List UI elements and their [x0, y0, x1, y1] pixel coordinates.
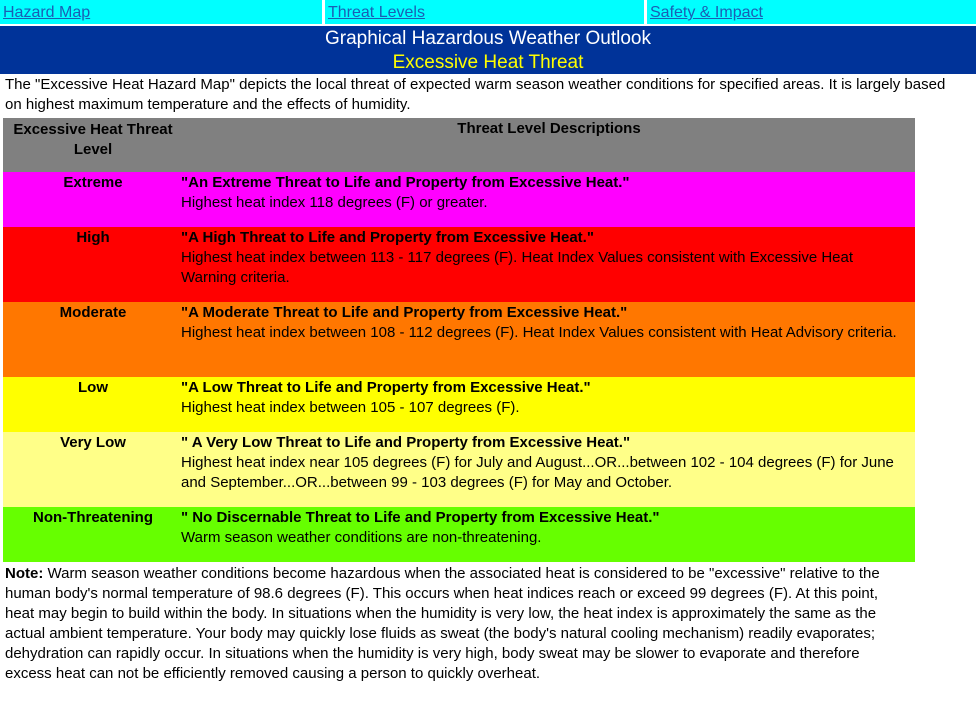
threat-headline: " No Discernable Threat to Life and Property from Excessive Heat.": [181, 509, 660, 526]
threat-level-table: [3, 118, 915, 562]
threat-description-column-header: Threat Level Descriptions: [457, 120, 641, 137]
nav-bar: [0, 0, 976, 24]
threat-levels-link[interactable]: Threat Levels: [328, 4, 425, 21]
threat-description: [181, 227, 911, 288]
threat-row-non-threatening: [3, 507, 915, 562]
page-title: Graphical Hazardous Weather Outlook: [325, 28, 651, 49]
threat-row-extreme: [3, 172, 915, 227]
table-header-row: [3, 118, 915, 172]
threat-level-label: High: [76, 229, 110, 246]
intro-paragraph: The "Excessive Heat Hazard Map" depicts the local threat of expected warm season weather conditions for specified areas. It is largely based on highest maximum temperature and the effects of humidity.: [5, 76, 946, 113]
title-banner: [0, 26, 976, 74]
threat-headline: "A Low Threat to Life and Property from Excessive Heat.": [181, 379, 591, 396]
threat-level-label: Moderate: [59, 304, 127, 321]
note-paragraph: [5, 564, 905, 684]
threat-description: [181, 172, 911, 213]
threat-description: [181, 302, 911, 343]
threat-row-moderate: [3, 302, 915, 377]
hazard-map-link[interactable]: Hazard Map: [3, 4, 91, 21]
threat-detail: Highest heat index between 108 - 112 degrees (F). Heat Index Values consistent with Heat Advisory criteria.: [181, 324, 897, 341]
threat-level-label: Very Low: [60, 434, 126, 451]
nav-cell-safety-impact: [647, 0, 976, 24]
note-label: Note:: [5, 565, 44, 582]
threat-headline: " A Very Low Threat to Life and Property from Excessive Heat.": [181, 434, 631, 451]
threat-level-label: Non-Threatening: [33, 509, 153, 526]
threat-level-label: Extreme: [63, 174, 123, 191]
threat-headline: "An Extreme Threat to Life and Property from Excessive Heat.": [181, 174, 630, 191]
page-subtitle: Excessive Heat Threat: [392, 52, 584, 73]
threat-row-low: [3, 377, 915, 432]
note-text: Warm season weather conditions become hazardous when the associated heat is considered to be "excessive" relative to the human body's normal temperature of 98.6 degrees (F). This occurs when heat indices reach or exceed 99 degrees (F). At this point, heat may begin to build within the body. In situations when the humidity is very low, the heat index is approximately the same as the actual ambient temperature. Your body may quickly lose fluids as sweat (the body's natural cooling mechanism) readily evaporates; dehydration can rapidly occur. In situations when the humidity is very high, body sweat may be slower to evaporate and therefore excess heat can not be efficiently removed causing a person to quickly overheat.: [5, 565, 880, 682]
threat-row-high: [3, 227, 915, 302]
threat-level-label: Low: [78, 379, 108, 396]
threat-detail: Highest heat index between 113 - 117 degrees (F). Heat Index Values consistent with Excessive Heat Warning criteria.: [181, 249, 854, 286]
threat-headline: "A High Threat to Life and Property from Excessive Heat.": [181, 229, 594, 246]
threat-description: [181, 507, 911, 548]
threat-row-very-low: [3, 432, 915, 507]
threat-detail: Warm season weather conditions are non-threatening.: [181, 529, 542, 546]
nav-cell-threat-levels: [325, 0, 644, 24]
safety-impact-link[interactable]: Safety & Impact: [650, 4, 763, 21]
threat-description: [181, 377, 911, 418]
threat-headline: "A Moderate Threat to Life and Property from Excessive Heat.": [181, 304, 628, 321]
threat-description: [181, 432, 911, 493]
threat-detail: Highest heat index 118 degrees (F) or greater.: [181, 194, 488, 211]
threat-detail: Highest heat index near 105 degrees (F) for July and August...OR...between 102 - 104 degrees (F) for June and September...OR...between 99 - 103 degrees (F) for May and October.: [181, 454, 894, 491]
threat-level-column-header: Excessive Heat Threat Level: [13, 121, 173, 158]
threat-detail: Highest heat index between 105 - 107 degrees (F).: [181, 399, 520, 416]
nav-cell-hazard-map: [0, 0, 322, 24]
